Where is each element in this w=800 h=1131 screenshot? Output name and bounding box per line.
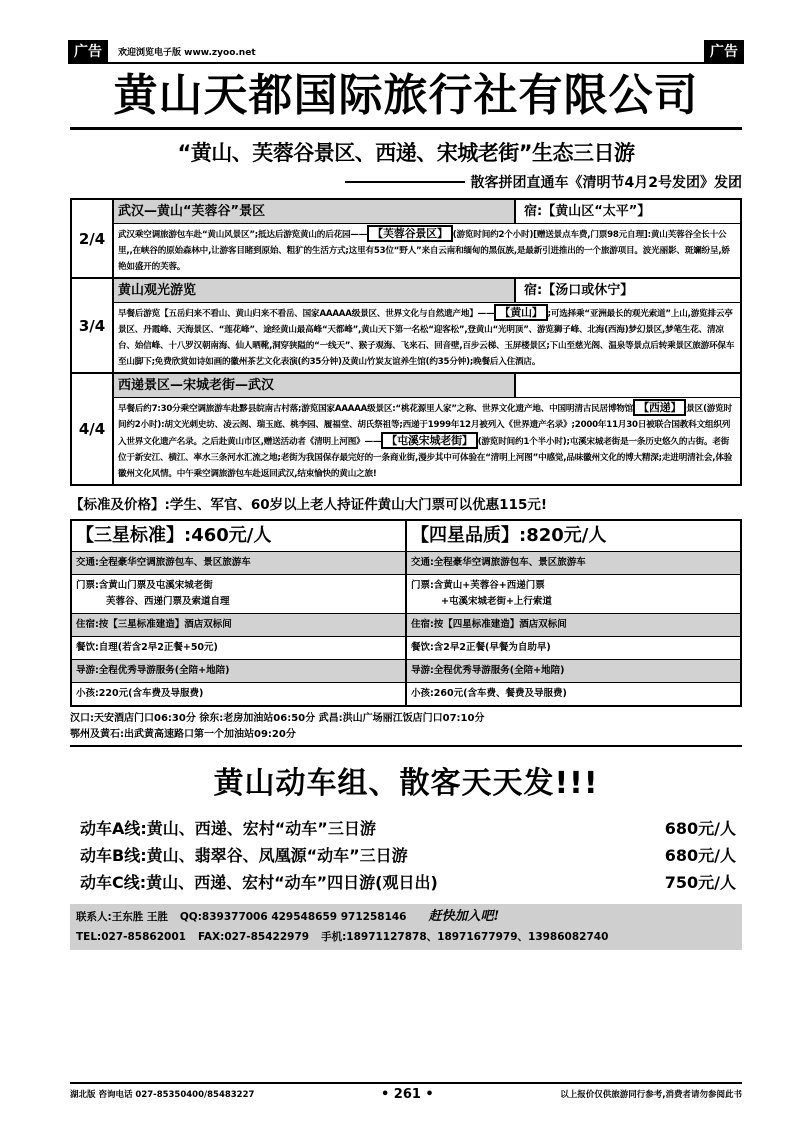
dash-line xyxy=(345,181,465,183)
price-header: 【标准及价格】:学生、军官、60岁以上老人持证件黄山大门票可以优惠115元! xyxy=(70,497,548,513)
price-child: 小孩:220元(含车费及导服费) xyxy=(76,688,204,699)
desc-text: 早餐后游览【五岳归来不看山、黄山归来不看岳、国家AAAAA级景区、世界文化与自然遗产地】—— xyxy=(118,309,495,319)
bullet-route: 动车A线:黄山、西递、宏村“动车”三日游 xyxy=(80,819,376,838)
price-table xyxy=(70,519,742,707)
price-title: 【三星标准】:460元/人 xyxy=(72,521,405,552)
ad-tag-left: 广告 xyxy=(68,40,108,64)
desc-text: ;可选择乘“亚洲最长的观光索道”上山,游览排云亭景区、丹霞峰、天海景区、“莲花峰”、途经黄山最高峰“天都峰”,黄山天下第一名松“迎客松”,登黄山“光明顶”、游览狮子峰、北海(西海)梦幻景区,梦笔生花、清凉台、始信峰、十八罗汉朝南海、仙人晒靴,洞穿狭隘的“一线天”、猴子观海、飞来石、回音壁,百步云梯、玉屏楼景区;下山至慈光阁、温泉等景点后转乘景区旅游环保车至山脚下;免费欣赏如诗如画的徽州茶艺文化表演(约35分钟)及黄山竹炭友谊养生馆(约35分钟);晚餐后入住酒店。 xyxy=(118,309,735,367)
pickup-info xyxy=(70,711,742,747)
price-title: 【四星品质】:820元/人 xyxy=(407,521,740,552)
desc-text: 武汉乘空调旅游包车赴“黄山风景区”;抵达后游览黄山的后花园—— xyxy=(118,230,368,240)
bullet-route: 动车B线:黄山、翡翠谷、凤凰源“动车”三日游 xyxy=(80,846,408,865)
desc-text: 景区(游览时间约2小时):胡文光刺史坊、凌云阁、瑞玉庭、桃李园、履福堂、胡氏祭祖等;西递于1999年12月被列入《世界遗产名录》;2000年11月30日被联合国教科文组织列入世界文化遗产名录。之后赴黄山市区,赠送活动者《清明上河图》—— xyxy=(118,404,732,447)
price-child: 小孩:260元(含车费、餐费及导服费) xyxy=(411,688,567,699)
top-bar xyxy=(70,40,742,64)
footer-left: 湖北版 咨询电话 027-85350400/85483227 xyxy=(70,1090,255,1100)
itinerary-day xyxy=(72,200,740,279)
contact-slogan: 赶快加入吧! xyxy=(428,909,500,924)
day-header xyxy=(114,374,740,398)
highlight-spot: 【芙蓉谷景区】 xyxy=(367,225,453,242)
day-header xyxy=(114,200,740,224)
tickets-line: 芙蓉谷、西递门票及索道自理 xyxy=(106,596,230,607)
contact-box xyxy=(70,904,742,950)
welcome-text: 欢迎浏览电子版 www.zyoo.net xyxy=(118,48,256,58)
company-name: 黄山天都国际旅行社有限公司 xyxy=(70,64,742,130)
price-guide: 导游:全程优秀导游服务(全陪+地陪) xyxy=(407,660,740,683)
bullet-price: 750元/人 xyxy=(664,873,736,892)
highlight-spot: 【西递】 xyxy=(633,399,686,416)
day-label: 2/4 xyxy=(72,200,114,277)
itinerary-table xyxy=(70,198,742,486)
four-star-column xyxy=(407,521,740,705)
itinerary-day xyxy=(72,374,740,484)
three-star-column xyxy=(72,521,407,705)
price-tickets xyxy=(72,575,405,614)
day-body xyxy=(114,200,740,277)
price-tickets xyxy=(407,575,740,614)
bullet-price: 680元/人 xyxy=(664,846,736,865)
day-description xyxy=(114,398,740,484)
day-description xyxy=(114,224,740,277)
contact-mobile: 手机:18971127878、18971677979、13986082740 xyxy=(321,931,609,943)
contact-row xyxy=(76,907,736,927)
highlight-spot: 【屯溪宋城老街】 xyxy=(381,432,477,449)
pickup-line: 汉口:天安酒店门口06:30分 徐东:老房加油站06:50分 武昌:洪山广场丽江饭店门口07:10分 xyxy=(70,713,485,724)
day-label: 3/4 xyxy=(72,279,114,372)
bullet-line xyxy=(70,842,742,869)
day-route: 西递景区—宋城老街—武汉 xyxy=(114,374,516,397)
highlight-spot: 【黄山】 xyxy=(494,304,547,321)
day-description xyxy=(114,303,740,372)
footer-right: 以上报价仅供旅游同行参考,消费者请勿参阅此书 xyxy=(560,1090,742,1100)
tickets-line: 门票:含黄山门票及屯溪宋城老街 xyxy=(76,580,213,591)
pickup-line: 鄂州及黄石:出武黄高速路口第一个加油站09:20分 xyxy=(70,729,296,740)
day-stay: 宿:【汤口或休宁】 xyxy=(524,283,634,298)
bullet-line xyxy=(70,815,742,842)
tickets-line: +屯溪宋城老街+上行索道 xyxy=(441,596,552,607)
itinerary-day xyxy=(72,279,740,374)
day-header xyxy=(114,279,740,303)
price-transport: 交通:全程豪华空调旅游包车、景区旅游车 xyxy=(407,552,740,575)
day-body xyxy=(114,374,740,484)
contact-fax: FAX:027-85422979 xyxy=(197,931,310,943)
ad-page xyxy=(70,40,742,950)
subtitle: 散客拼团直通车《清明节4月2号发团》发团 xyxy=(470,175,742,191)
contact-row xyxy=(76,927,736,947)
price-meals: 餐饮:自理(若含2早2正餐+50元) xyxy=(72,637,405,660)
bullet-line xyxy=(70,869,742,896)
bullet-train-title: 黄山动车组、散客天天发!!! xyxy=(213,766,599,801)
tour-title: “黄山、芙蓉谷景区、西递、宋城老街”生态三日游 xyxy=(177,141,635,165)
day-label: 4/4 xyxy=(72,374,114,484)
day-stay xyxy=(516,374,740,397)
day-stay: 宿:【黄山区“太平”】 xyxy=(524,204,651,219)
contact-qq: QQ:839377006 429548659 971258146 xyxy=(179,911,407,923)
price-lodging: 住宿:按【四星标准建造】酒店双标间 xyxy=(407,614,740,637)
price-lodging: 住宿:按【三星标准建造】酒店双标间 xyxy=(72,614,405,637)
day-route: 黄山观光游览 xyxy=(114,279,516,302)
price-transport: 交通:全程豪华空调旅游包车、景区旅游车 xyxy=(72,552,405,575)
desc-text: (游览时间约2个小时)[赠送景点车费,门票98元自理]:黄山芙蓉谷全长十公里,,在峡谷的原始森林中,让游客目睹到原始、粗犷的生活方式;这里有53位“野人”来自云南和缅甸的黑佤族,是最新引进推出的一个旅游项目。波光丽影、斑斓纷呈,娇艳如盛开的芙蓉。 xyxy=(118,230,730,272)
page-footer xyxy=(70,1082,742,1104)
desc-text: 早餐后约7:30分乘空调旅游车赴黟县皖南古村落;游览国家AAAAA级景区:“桃花源里人家”之称、世界文化遗产地、中国明清古民居博物馆 xyxy=(118,404,634,414)
bullet-lines xyxy=(70,815,742,896)
contact-people: 联系人:王东胜 王胜 xyxy=(76,911,168,923)
desc-text: (游览时间约1个半小时);屯溪宋城老街是一条历史悠久的古街。老街位于新安江、横江、率水三条河水汇流之地;老街为我国保存最完好的一条商业街,漫步其中可体验在“清明上河图”中感觉,品味徽州文化的博大精深;走进明清社会,体验徽州文化风情。中午乘空调旅游包车赴返回武汉,结束愉快的黄山之旅! xyxy=(118,437,733,479)
tickets-line: 门票:含黄山+芙蓉谷+西递门票 xyxy=(411,580,545,591)
bullet-price: 680元/人 xyxy=(664,819,736,838)
page-number: • 261 • xyxy=(380,1087,434,1102)
price-meals: 餐饮:含2早2正餐(早餐为自助早) xyxy=(407,637,740,660)
bullet-route: 动车C线:黄山、西递、宏村“动车”四日游(观日出) xyxy=(80,873,438,892)
ad-tag-right: 广告 xyxy=(704,40,744,64)
subtitle-line xyxy=(70,170,742,194)
contact-tel: TEL:027-85862001 xyxy=(76,931,186,943)
price-guide: 导游:全程优秀导游服务(全陪+地陪) xyxy=(72,660,405,683)
day-route: 武汉—黄山“芙蓉谷”景区 xyxy=(114,200,516,223)
day-body xyxy=(114,279,740,372)
